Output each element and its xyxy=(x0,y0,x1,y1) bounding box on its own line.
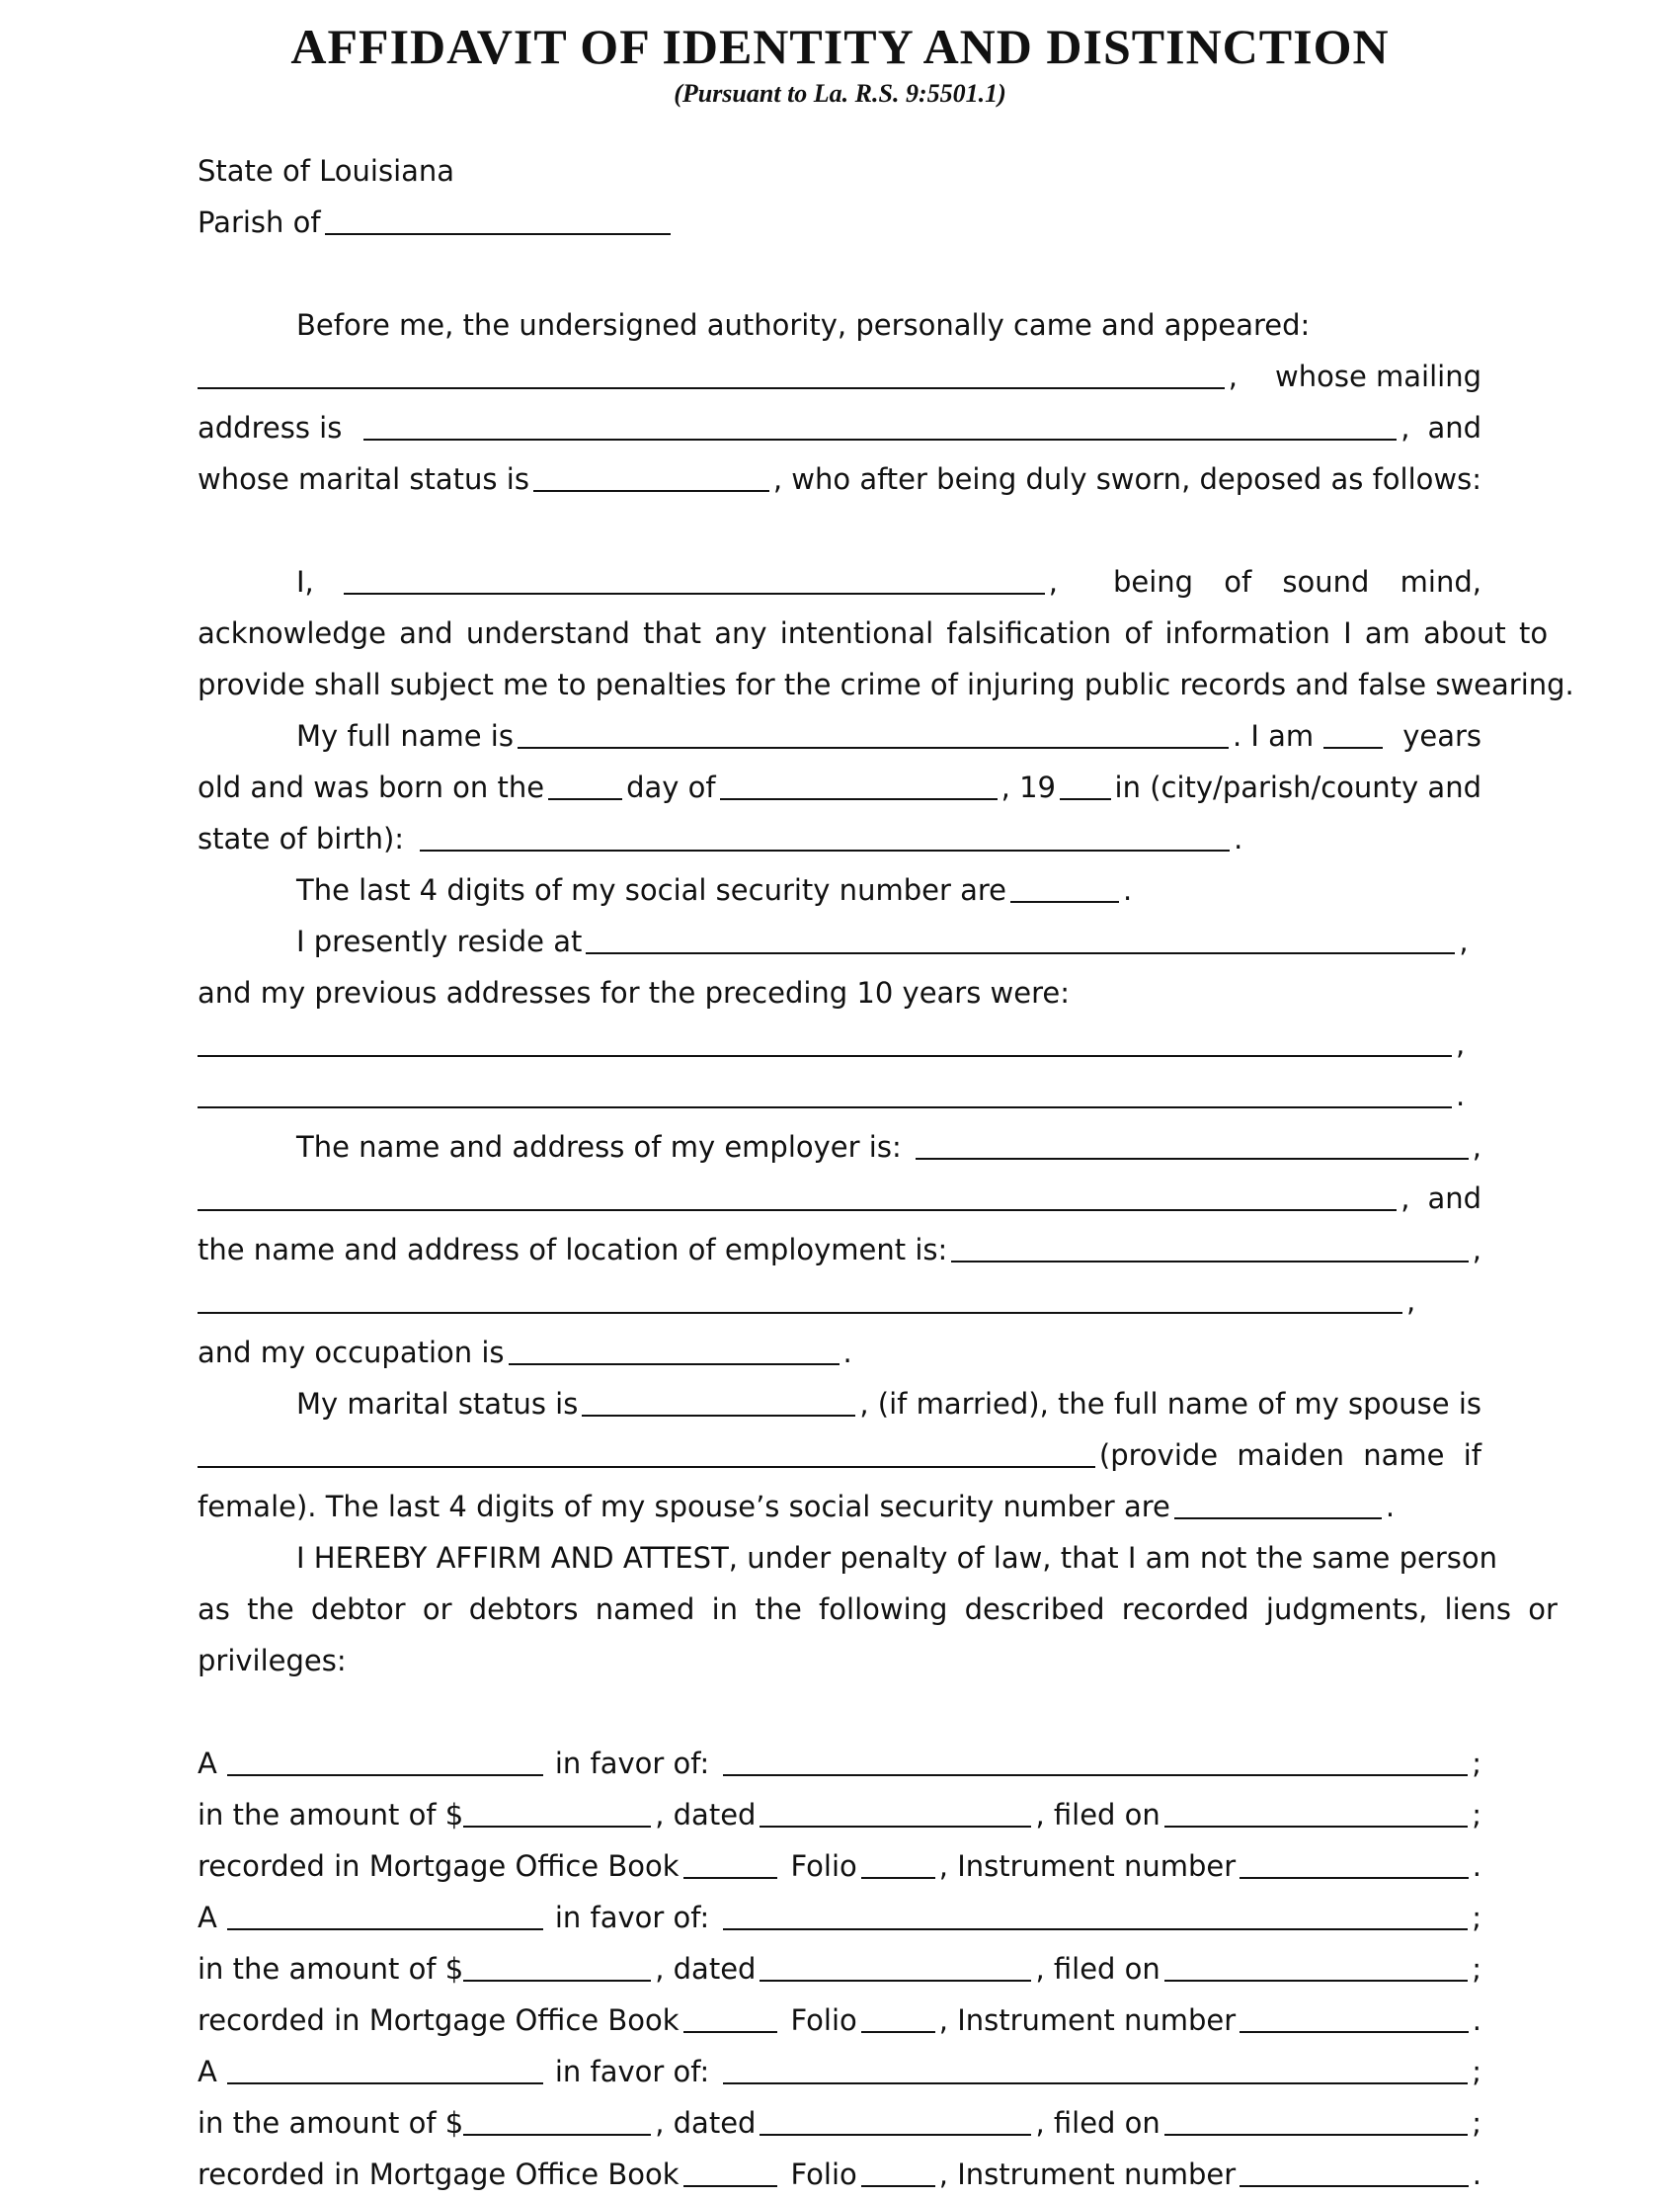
lien-3-creditor-field[interactable] xyxy=(723,2082,1468,2084)
lien-3-instrument-field[interactable] xyxy=(1240,2185,1469,2187)
marital-status-field[interactable] xyxy=(533,490,769,492)
lien-entry-3-type-line: A in favor of: ; xyxy=(198,2055,1481,2088)
appearance-intro-line xyxy=(198,292,1481,344)
declarant-name-field[interactable] xyxy=(344,593,1045,595)
employer-line: The name and address of my employer is: , xyxy=(296,1130,1481,1164)
penalties-text: provide shall subject me to penalties for the crime of injuring public records and false swearing. xyxy=(198,668,1574,701)
lien-2-amount-field[interactable] xyxy=(463,1980,651,1982)
birth-year-field[interactable] xyxy=(1060,798,1111,800)
affirm-line-2 xyxy=(198,1577,1558,1628)
ssn-field[interactable] xyxy=(1010,901,1119,903)
lien-1-folio-field[interactable] xyxy=(861,1877,935,1879)
birthplace-field[interactable] xyxy=(420,850,1230,852)
employer-and-label: and xyxy=(1427,1181,1481,1215)
lien-2-date-field[interactable] xyxy=(760,1980,1031,1982)
address-is-label: address is xyxy=(198,411,343,445)
lien-3-folio-field[interactable] xyxy=(861,2185,935,2187)
lien-2-type-field[interactable] xyxy=(227,1928,543,1930)
affirm-text-3: privileges: xyxy=(198,1644,347,1677)
lien-1-type-field[interactable] xyxy=(227,1774,543,1776)
full-name-label: My full name is xyxy=(296,719,514,753)
i-am-label: . I am xyxy=(1232,719,1315,753)
appearer-name-field[interactable] xyxy=(198,387,1225,389)
employer-label: The name and address of my employer is: xyxy=(296,1130,902,1164)
lien-entry-2-type-line: A in favor of: ; xyxy=(198,1901,1481,1934)
document-subtitle: (Pursuant to La. R.S. 9:5501.1) xyxy=(674,79,1006,108)
parish-line xyxy=(198,190,1481,241)
previous-addresses-label: and my previous addresses for the preceding 10 years were: xyxy=(198,976,1071,1010)
employer-cont-field[interactable] xyxy=(198,1209,1397,1211)
sworn-text: , who after being duly sworn, deposed as follows: xyxy=(772,462,1481,496)
affirm-text-2: as the debtor or debtors named in the following described recorded judgments, liens or xyxy=(198,1592,1558,1626)
location-field[interactable] xyxy=(951,1261,1468,1262)
spouse-name-field[interactable] xyxy=(198,1466,1095,1468)
parish-field[interactable] xyxy=(325,233,671,235)
lien-2-creditor-field[interactable] xyxy=(723,1928,1468,1930)
state-label: State of Louisiana xyxy=(198,154,455,188)
location-cont-field[interactable] xyxy=(198,1312,1402,1314)
previous-address-2-field[interactable] xyxy=(198,1106,1452,1108)
lien-3-date-field[interactable] xyxy=(760,2134,1031,2136)
birthplace-label: in (city/parish/county and xyxy=(1114,771,1481,804)
previous-address-2-line: . xyxy=(198,1063,1481,1114)
lien-1-filed-field[interactable] xyxy=(1164,1826,1468,1828)
lien-3-book-field[interactable] xyxy=(683,2185,777,2187)
lien-entry-3-recorded-line: recorded in Mortgage Office Book Folio , Instrument number . xyxy=(198,2158,1481,2191)
spouse-label: , (if married), the full name of my spouse is xyxy=(859,1387,1481,1421)
affidavit-body xyxy=(198,138,1574,2193)
lien-2-filed-field[interactable] xyxy=(1164,1980,1468,1982)
and-label: and xyxy=(1427,411,1481,445)
mailing-address-line: address is , and xyxy=(198,411,1481,445)
location-line: the name and address of location of employment is: , xyxy=(198,1233,1481,1266)
lien-3-filed-field[interactable] xyxy=(1164,2134,1468,2136)
lien-3-type-field[interactable] xyxy=(227,2082,543,2084)
spouse-name-line xyxy=(198,1423,1481,1474)
employer-cont-line: , and xyxy=(198,1166,1481,1217)
lien-entry-2-amount-line: in the amount of $ , dated , filed on ; xyxy=(198,1952,1481,1986)
marital-label: My marital status is xyxy=(296,1387,579,1421)
full-name-field[interactable] xyxy=(518,747,1229,749)
affirm-line-3 xyxy=(198,1628,1481,1679)
birth-date-line xyxy=(198,755,1481,806)
lien-entry-1-type-line: A in favor of: ; xyxy=(198,1747,1481,1780)
age-field[interactable] xyxy=(1323,747,1383,749)
lien-1-date-field[interactable] xyxy=(760,1826,1031,1828)
residence-field[interactable] xyxy=(586,952,1455,954)
day-of-label: day of xyxy=(626,771,716,804)
lien-entry-2-recorded-line: recorded in Mortgage Office Book Folio , Instrument number . xyxy=(198,2003,1481,2037)
appearer-name-line: , whose mailing xyxy=(198,344,1481,395)
birth-state-line: state of birth): . xyxy=(198,822,1243,855)
lien-2-book-field[interactable] xyxy=(683,2031,777,2033)
affirm-text-1: I HEREBY AFFIRM AND ATTEST, under penalty of law, that I am not the same person xyxy=(296,1541,1497,1575)
lien-entry-1-recorded-line: recorded in Mortgage Office Book Folio , Instrument number . xyxy=(198,1849,1481,1883)
lien-entry-3-amount-line: in the amount of $ , dated , filed on ; xyxy=(198,2106,1481,2140)
birth-month-field[interactable] xyxy=(720,798,998,800)
marital-status-line xyxy=(198,447,1481,498)
marital-line xyxy=(198,1371,1481,1423)
acknowledge-text: acknowledge and understand that any intentional falsification of information I am about to xyxy=(198,616,1549,650)
state-line xyxy=(198,138,1481,190)
employer-field[interactable] xyxy=(916,1158,1469,1160)
lien-entry-1-amount-line: in the amount of $ , dated , filed on ; xyxy=(198,1798,1481,1832)
occupation-label: and my occupation is xyxy=(198,1336,505,1369)
lien-2-instrument-field[interactable] xyxy=(1240,2031,1469,2033)
lien-1-book-field[interactable] xyxy=(683,1877,777,1879)
affirm-line-1 xyxy=(198,1525,1497,1577)
sound-mind-text: being of sound mind, xyxy=(1112,565,1481,599)
lien-1-amount-field[interactable] xyxy=(463,1826,651,1828)
spouse-ssn-field[interactable] xyxy=(1174,1517,1382,1519)
ssn-label: The last 4 digits of my social security number are xyxy=(296,873,1006,907)
full-name-line xyxy=(198,703,1481,755)
occupation-field[interactable] xyxy=(509,1363,840,1365)
years-label: years xyxy=(1402,719,1481,753)
previous-address-1-field[interactable] xyxy=(198,1055,1452,1057)
penalties-line xyxy=(198,652,1574,703)
location-label: the name and address of location of employment is: xyxy=(198,1233,948,1266)
occupation-line: and my occupation is . xyxy=(198,1336,852,1369)
lien-1-instrument-field[interactable] xyxy=(1240,1877,1469,1879)
declarant-line: I, , being of sound mind, xyxy=(296,565,1481,599)
marital-status-label: whose marital status is xyxy=(198,462,529,496)
document-title: AFFIDAVIT OF IDENTITY AND DISTINCTION xyxy=(290,19,1390,74)
spouse-ssn-label: female). The last 4 digits of my spouse’s social security number are xyxy=(198,1490,1170,1523)
marital-field[interactable] xyxy=(582,1415,855,1417)
residence-line: I presently reside at , xyxy=(296,925,1469,958)
lien-2-folio-field[interactable] xyxy=(861,2031,935,2033)
maiden-name-note: (provide maiden name if xyxy=(1098,1438,1481,1472)
i-label: I, xyxy=(296,565,314,599)
ssn-line: The last 4 digits of my social security number are . xyxy=(296,873,1133,907)
reside-label: I presently reside at xyxy=(296,925,583,958)
birth-day-field[interactable] xyxy=(548,798,622,800)
born-label: old and was born on the xyxy=(198,771,545,804)
state-of-birth-label: state of birth): xyxy=(198,822,405,855)
previous-address-1-line: , xyxy=(198,1012,1481,1063)
nineteen-label: , 19 xyxy=(1000,771,1057,804)
previous-addresses-line xyxy=(198,960,1481,1012)
lien-3-amount-field[interactable] xyxy=(463,2134,651,2136)
appearance-intro: Before me, the undersigned authority, personally came and appeared: xyxy=(296,308,1311,342)
mailing-address-field[interactable] xyxy=(363,439,1397,441)
location-cont-line: , xyxy=(198,1268,1481,1320)
whose-mailing-label: whose mailing xyxy=(1275,360,1481,393)
parish-label: Parish of xyxy=(198,205,321,239)
spouse-ssn-line: female). The last 4 digits of my spouse’s social security number are . xyxy=(198,1490,1396,1523)
lien-1-creditor-field[interactable] xyxy=(723,1774,1468,1776)
acknowledge-line xyxy=(198,601,1549,652)
